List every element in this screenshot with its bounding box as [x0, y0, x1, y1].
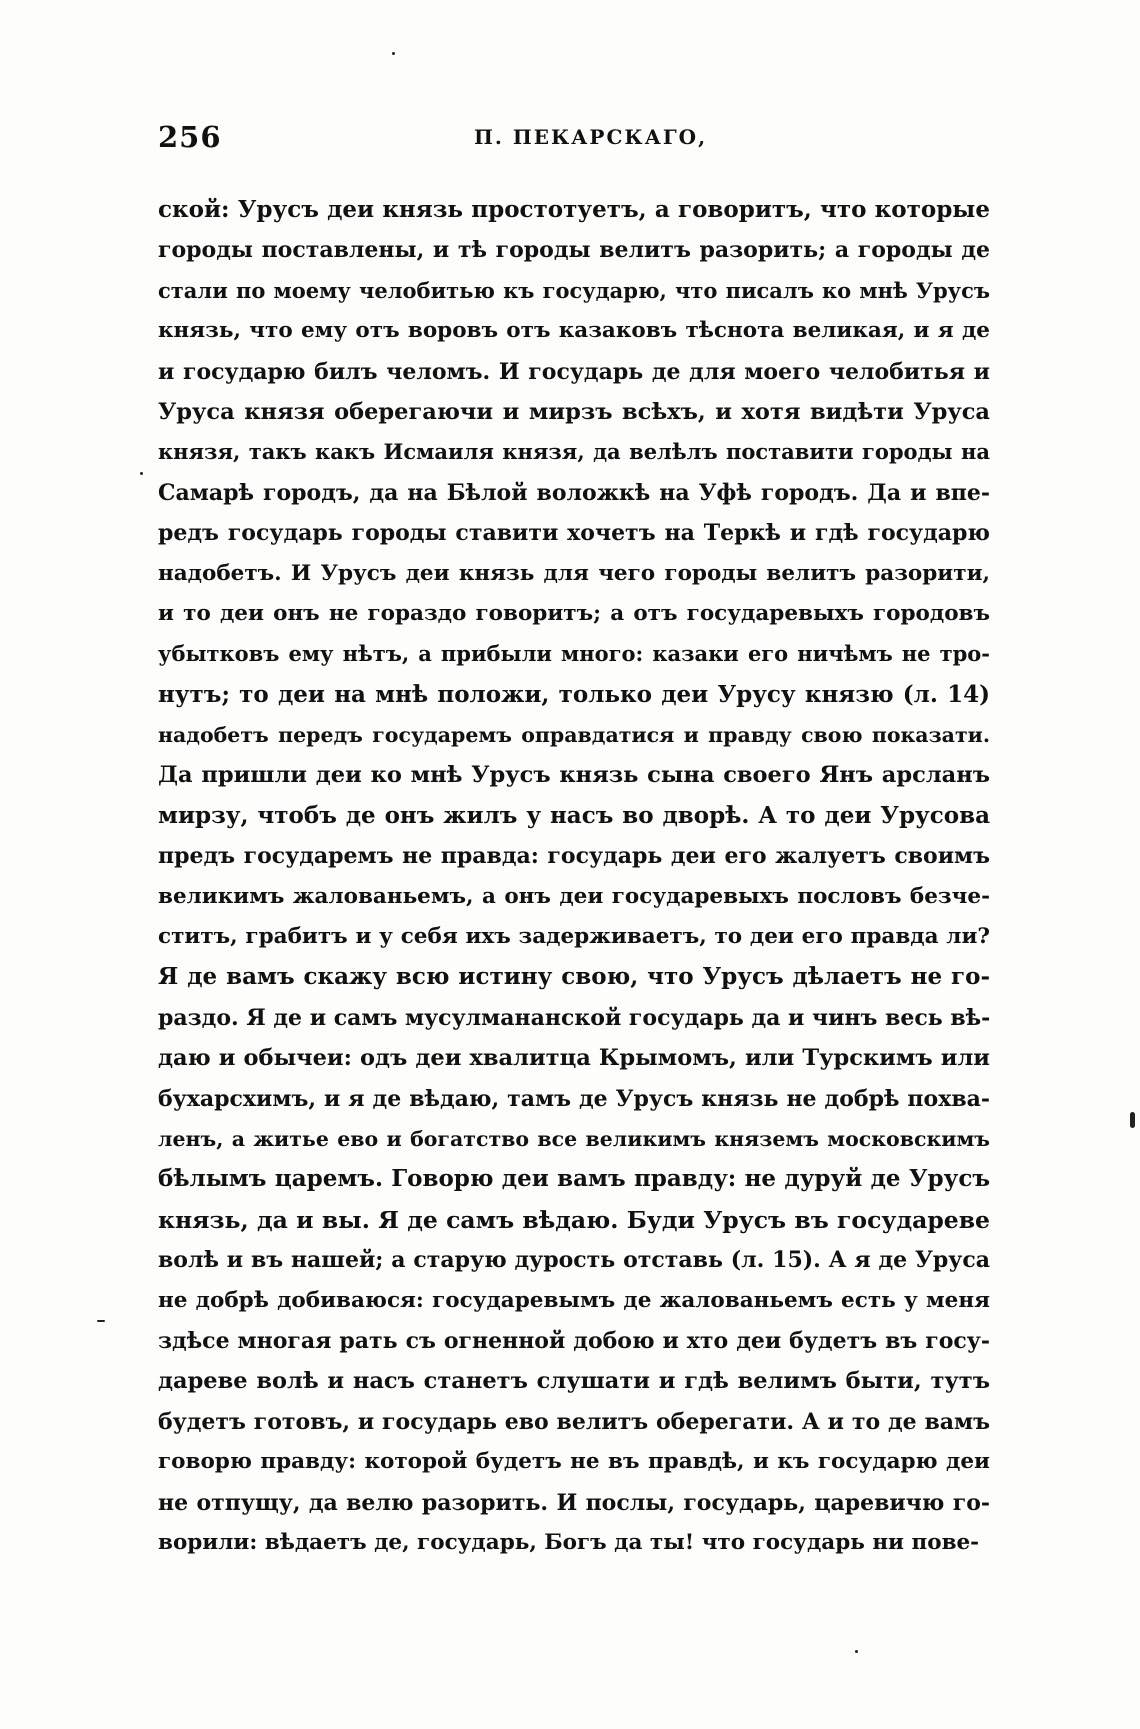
text-line: бухарсхимъ, и я де вѣдаю, тамъ де Урусъ князь не добрѣ похва- [158, 1085, 990, 1112]
text-line: не добрѣ добиваюся: государевымъ де жалованьемъ есть у меня [158, 1287, 990, 1313]
text-line: говорю правду: которой будетъ не въ правдѣ, и къ государю деи [158, 1449, 990, 1475]
text-line: не отпущу, да велю разорить. И послы, государь, царевичю го- [158, 1489, 990, 1516]
text-line: дареве волѣ и насъ станетъ слушати и гдѣ велимъ быти, тутъ [158, 1368, 990, 1395]
text-line: ленъ, а житье ево и богатство все великимъ княземъ московскимъ [158, 1126, 990, 1151]
text-line: стали по моему челобитью къ государю, что писалъ ко мнѣ Урусъ [158, 277, 990, 303]
body-text [158, 190, 990, 1563]
text-line: надобетъ передъ государемъ оправдатися и правду свою показати. [158, 723, 990, 748]
text-line: Да пришли деи ко мнѣ Урусъ князь сына своего Янъ арсланъ [158, 762, 990, 789]
text-line: великимъ жалованьемъ, а онъ деи государевыхъ пословъ безче- [158, 883, 990, 909]
text-line: нутъ; то деи на мнѣ положи, только деи Урусу князю (л. 14) [158, 680, 990, 708]
text-line: редъ государь городы ставити хочетъ на Теркѣ и гдѣ государю [158, 520, 990, 547]
text-line: и то деи онъ не гораздо говоритъ; а отъ государевыхъ городовъ [158, 600, 990, 626]
text-line: Уруса князя оберегаючи и мирзъ всѣхъ, и хотя видѣти Уруса [158, 398, 990, 425]
text-line: бѣлымъ царемъ. Говорю деи вамъ правду: не дуруй де Урусъ [158, 1165, 990, 1193]
text-line: здѣсе многая рать съ огненной добою и хто деи будетъ въ госу- [158, 1327, 990, 1354]
text-line: будетъ готовъ, и государь ево велитъ оберегати. А и то де вамъ [158, 1408, 990, 1435]
text-line: раздо. Я де и самъ мусулмананской государь да и чинъ весь вѣ- [158, 1004, 990, 1031]
text-line: волѣ и въ нашей; а старую дурость отставь (л. 15). А я де Уруса [158, 1247, 990, 1274]
scan-speck [1130, 1112, 1135, 1128]
running-head: П. ПЕКАРСКАГО, [474, 125, 708, 149]
scan-speck [392, 52, 395, 55]
text-line: мирзу, чтобъ де онъ жилъ у насъ во дворѣ. А то деи Урусова [158, 801, 990, 829]
scan-speck [855, 1650, 858, 1653]
text-line: надобетъ. И Урусъ деи князь для чего городы велитъ разорити, [158, 560, 990, 586]
text-line: даю и обычеи: одъ деи хвалитца Крымомъ, или Турскимъ или [158, 1045, 990, 1072]
text-line: и государю билъ челомъ. И государь де для моего челобитья и [158, 358, 990, 385]
text-line: ской: Урусъ деи князь простотуетъ, а говоритъ, что которые [158, 196, 990, 223]
text-line: убытковъ ему нѣтъ, а прибыли много: казаки его ничѣмъ не тро- [158, 641, 990, 667]
text-line: Самарѣ городъ, да на Бѣлой воложкѣ на Уфѣ городъ. Да и впе- [158, 479, 990, 506]
text-line: городы поставлены, и тѣ городы велитъ разорить; а городы де [158, 237, 990, 264]
scan-speck [97, 1320, 105, 1322]
page-number: 256 [158, 120, 222, 154]
text-line: ворили: вѣдаетъ де, государь, Богъ да ты! что государь ни пове- [158, 1529, 980, 1555]
text-line: князь, что ему отъ воровъ отъ казаковъ тѣснота великая, и я де [158, 318, 990, 344]
text-line: князь, да и вы. Я де самъ вѣдаю. Буди Урусъ въ государеве [158, 1205, 990, 1234]
page-header [158, 120, 990, 160]
scan-speck [140, 472, 143, 475]
text-line: ститъ, грабитъ и у себя ихъ задерживаетъ, то деи его правда ли? [158, 924, 990, 950]
text-line: Я де вамъ скажу всю истину свою, что Урусъ дѣлаетъ не го- [158, 963, 990, 991]
text-line: князя, такъ какъ Исмаиля князя, да велѣлъ поставити городы на [158, 439, 990, 465]
text-line: предъ государемъ не правда: государь деи его жалуетъ своимъ [158, 843, 990, 870]
